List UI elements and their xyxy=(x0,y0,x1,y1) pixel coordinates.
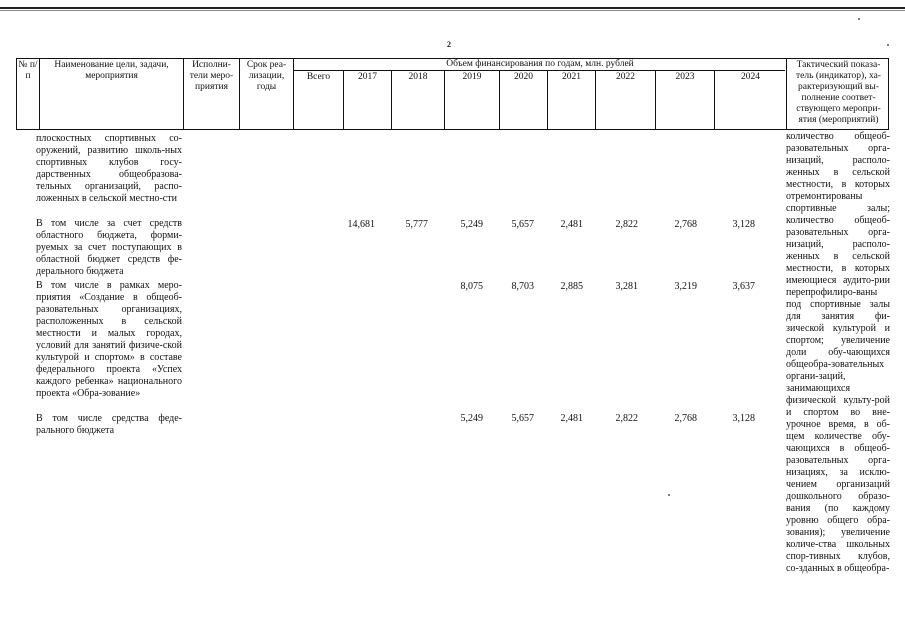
header-num: № п/п xyxy=(18,60,38,81)
column-divider xyxy=(786,59,787,129)
cell-value-2019: 8,075 xyxy=(460,281,483,292)
scan-speck xyxy=(887,44,889,46)
cell-value-2019: 5,249 xyxy=(460,219,483,230)
cell-value-2018: 5,777 xyxy=(405,219,428,230)
header-year: 2023 xyxy=(675,72,695,82)
cell-value-2019: 5,249 xyxy=(460,413,483,424)
scan-speck xyxy=(858,18,860,20)
header-indicator: Тактический показа-тель (индикатор), ха-рактеризующий вы-полнение соответ-ствующего меропри-ятия (мероприятий) xyxy=(796,60,881,125)
row-text: В том числе за счет средств областного бюджета, форми-руемых за счет поступающих в областной бюджет средств фе-дерального бюджета xyxy=(36,218,182,277)
cell-value-2020: 8,703 xyxy=(511,281,534,292)
finance-header-divider xyxy=(293,70,785,71)
header-name: Наименование цели, задачи, мероприятия xyxy=(54,60,169,81)
cell-value-2023: 3,219 xyxy=(674,281,697,292)
header-executors: Исполни-тели меро-приятия xyxy=(189,60,234,92)
header-year: 2020 xyxy=(514,72,533,82)
cell-value-2022: 3,281 xyxy=(615,281,638,292)
top-border-line-thin xyxy=(0,10,905,11)
cell-value-2017: 14,681 xyxy=(347,219,375,230)
cell-value-2023: 2,768 xyxy=(674,413,697,424)
cell-value-2021: 2,481 xyxy=(560,413,583,424)
cell-value-2024: 3,128 xyxy=(732,219,755,230)
header-term: Срок реа-лизации, годы xyxy=(246,60,287,92)
header-finance: Объем финансирования по годам, млн. рублей xyxy=(446,59,634,69)
header-year: 2024 xyxy=(741,72,760,82)
table-header xyxy=(16,58,889,130)
top-border-line xyxy=(0,7,905,9)
cell-value-2023: 2,768 xyxy=(674,219,697,230)
header-year: 2022 xyxy=(616,72,635,82)
page-number: 2 xyxy=(447,40,451,49)
header-year: 2019 xyxy=(462,72,482,82)
cell-value-2021: 2,481 xyxy=(560,219,583,230)
cell-value-2020: 5,657 xyxy=(511,219,534,230)
header-total: Всего xyxy=(306,72,331,82)
header-year: 2021 xyxy=(562,72,581,82)
scan-speck xyxy=(668,494,670,496)
row-text: плоскостных спортивных со-оружений, развитию школь-ных спортивных клубов госу-дарственных общеобразова-тельных организаций, распо-ложенных в сельской местно-сти xyxy=(36,133,182,204)
cell-value-2022: 2,822 xyxy=(615,413,638,424)
cell-value-2022: 2,822 xyxy=(615,219,638,230)
cell-value-2020: 5,657 xyxy=(511,413,534,424)
row-text: В том числе в рамках меро-приятия «Создание в общеоб-разовательных организациях, расположенных в сельской местности и малых городах, условий для занятий физиче-ской культурой и спортом» в составе федерального проекта «Успех каждого ребенка» национального проекта «Обра-зование» xyxy=(36,280,182,399)
cell-value-2021: 2,885 xyxy=(560,281,583,292)
cell-value-2024: 3,128 xyxy=(732,413,755,424)
indicator-text: количество общеоб-разовательных орга-низаций, располо-женных в сельской местности, в которых отремонтированы спортивные залы; количество общеоб-разовательных орга-низаций, располо-женных в сельской местности, в которых имеющиеся аудито-рии перепрофилиро-ваны под спортивные залы для занятия фи-зической культурой и спортом; увеличение доли обу-чающихся общеобра-зовательных органи-заций, занимающихся физической культу-рой и спортом во вне-урочное время, в об-щем количестве обу-чающихся в общеоб-разовательных орга-низациях, за исклю-чением организаций дошкольного образо-вания (по каждому уровню общего обра-зования); увеличение количе-ства школьных спор-тивных клубов, со-зданных в общеобра- xyxy=(786,131,890,574)
row-text: В том числе средства феде-рального бюджета xyxy=(36,413,182,436)
header-year: 2018 xyxy=(408,72,428,82)
header-year: 2017 xyxy=(358,72,377,82)
cell-value-2024: 3,637 xyxy=(732,281,755,292)
